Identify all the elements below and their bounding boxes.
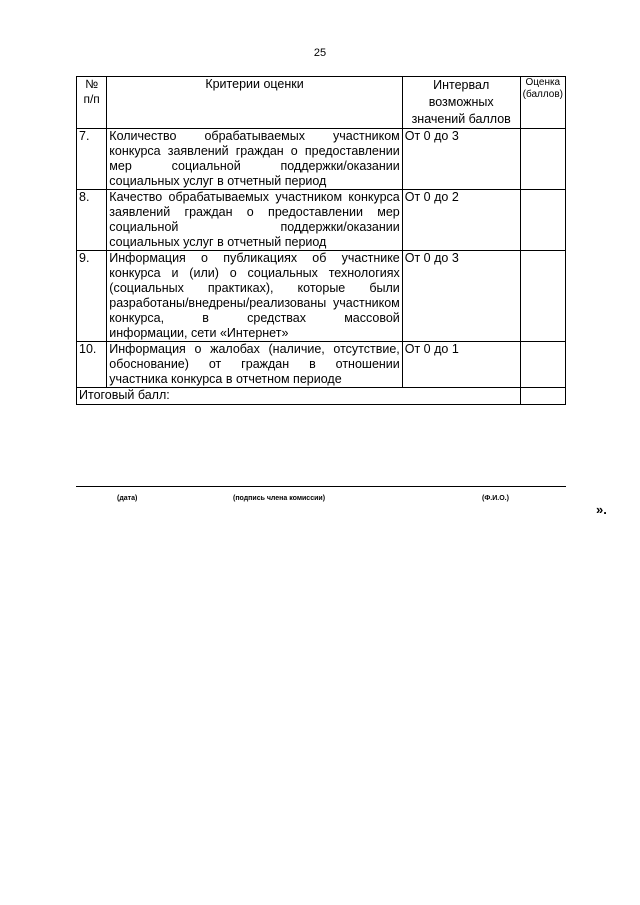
row-interval: От 0 до 3 [402, 129, 520, 190]
row-criteria [107, 129, 402, 190]
row-criteria-text-end: информации, сети «Интернет» [109, 326, 289, 340]
signature-line [76, 486, 566, 487]
total-label: Итоговый балл: [77, 388, 521, 405]
row-criteria-text: Информация о жалобах (наличие, отсутствие, обоснование) от граждан в отношении [109, 342, 400, 371]
table-row [77, 342, 566, 388]
row-num: 9. [77, 251, 107, 342]
table-row [77, 251, 566, 342]
row-interval: От 0 до 3 [402, 251, 520, 342]
table-row [77, 129, 566, 190]
row-score [520, 251, 565, 342]
page-number: 25 [313, 47, 327, 59]
signature-caption: (подпись члена комиссии) [233, 495, 326, 502]
row-score [520, 190, 565, 251]
row-criteria-text: Количество обрабатываемых участником конкурса заявлений граждан о предоставлении мер социальной поддержки/оказании [109, 129, 400, 173]
row-criteria [107, 342, 402, 388]
total-score [520, 388, 565, 405]
table-row [77, 190, 566, 251]
row-num: 10. [77, 342, 107, 388]
row-num: 7. [77, 129, 107, 190]
header-criteria: Критерии оценки [107, 77, 402, 129]
row-criteria [107, 190, 402, 251]
row-criteria [107, 251, 402, 342]
closing-quote: ». [596, 502, 607, 517]
header-interval: Интервал возможных значений баллов [402, 77, 520, 129]
row-criteria-text-end: участника конкурса в отчетном периоде [109, 372, 342, 386]
row-score [520, 129, 565, 190]
row-interval: От 0 до 1 [402, 342, 520, 388]
row-criteria-text: Информация о публикациях об участнике конкурса и (или) о социальных технологиях (социальных практиках), которые были разработаны/внедрены/реализованы участником конкурса, в средствах массовой [109, 251, 400, 325]
row-criteria-text-end: социальных услуг в отчетный период [109, 235, 327, 249]
name-caption: (Ф.И.О.) [482, 495, 509, 502]
date-caption: (дата) [117, 495, 138, 502]
row-interval: От 0 до 2 [402, 190, 520, 251]
row-criteria-text: Качество обрабатываемых участником конкурса заявлений граждан о предоставлении мер социальной поддержки/оказании [109, 190, 400, 234]
header-num: № п/п [77, 77, 107, 129]
header-score: Оценка (баллов) [520, 77, 565, 129]
row-score [520, 342, 565, 388]
row-criteria-text-end: социальных услуг в отчетный период [109, 174, 327, 188]
row-num: 8. [77, 190, 107, 251]
criteria-table [76, 76, 566, 405]
table-header-row [77, 77, 566, 129]
total-row [77, 388, 566, 405]
